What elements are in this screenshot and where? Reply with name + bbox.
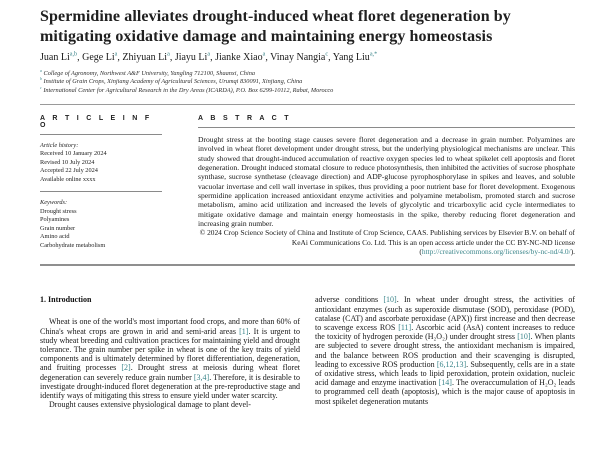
author-name: Juan Li — [40, 52, 70, 63]
license-link[interactable]: http://creativecommons.org/licenses/by-nc-nd/4.0/ — [421, 247, 571, 257]
author-name: Zhiyuan Li — [122, 52, 168, 63]
keyword: Polyamines — [40, 216, 70, 224]
citation-link[interactable]: [14] — [438, 378, 452, 388]
author-affiliation-link[interactable]: a,* — [369, 50, 378, 58]
keyword: Carbohydrate metabolism — [40, 241, 106, 249]
article-info-abstract-block — [40, 105, 575, 256]
info-divider — [40, 191, 162, 192]
history-revised: Revised 10 July 2024 — [40, 158, 95, 166]
keywords-label: Keywords: — [40, 199, 68, 207]
author-list — [40, 52, 575, 63]
intro-paragraph-1: Wheat is one of the world's most important food crops, and more than 60% of China's wheat crops are grown in arid and semi-arid areas [1]. It is urgent to study wheat breeding and cultivation practices for maintaining yield and drought tolerance. The grain number per spike in wheat is one of the key traits of yield components and is ultimately determined by floret differentiation, degeneration, and fruiting processes [2]. Drought stress at meiosis during wheat floret degeneration can severely reduce grain number [3,4]. Therefore, it is desirable to investigate drought-induced floret degeneration at the pre-reproductive stage and identify ways of mitigating this stress to ensure yield under water scarcity. — [40, 317, 301, 400]
copyright-close: ). — [570, 247, 575, 257]
author — [270, 52, 333, 63]
section-heading-introduction: 1. Introduction — [40, 295, 92, 305]
history-online: Available online xxxx — [40, 175, 96, 183]
author-name: Gege Li — [82, 52, 115, 63]
article-info-heading: A R T I C L E I N F O — [40, 115, 162, 135]
intro-paragraph-2: Drought causes extensive physiological damage to plant devel- — [49, 400, 251, 410]
affiliation-text: College of Agronomy, Northwest A&F University, Yangling 712100, Shaanxi, China — [43, 70, 256, 77]
article-info-column — [40, 115, 162, 256]
author-affiliation-link[interactable]: a — [262, 50, 266, 58]
author — [82, 52, 122, 63]
citation-link[interactable]: [2] — [121, 363, 131, 373]
citation-link[interactable]: [11] — [398, 322, 412, 332]
history-accepted: Accepted 22 July 2024 — [40, 167, 98, 175]
affiliation — [40, 87, 575, 95]
citation-link[interactable]: [6,12,13] — [436, 359, 467, 369]
author-name: Yang Liu — [332, 52, 370, 63]
citation-link[interactable]: [10] — [383, 295, 397, 305]
author-affiliation-link[interactable]: a — [114, 50, 118, 58]
author — [215, 52, 270, 63]
affiliation-list — [40, 70, 575, 95]
author — [122, 52, 174, 63]
citation-link[interactable]: [10] — [517, 332, 531, 342]
history-received: Received 10 January 2024 — [40, 150, 107, 158]
copyright-text: © 2024 Crop Science Society of China and Institute of Crop Science, CAAS. Publishing services by Elsevier B.V. on behalf of KeAi Communications Co. Ltd. This is an open access article under the CC BY-NC-ND license ( — [199, 228, 575, 257]
affiliation-marker: b — [40, 77, 42, 82]
paper-title: Spermidine alleviates drought-induced wheat floret degeneration by mitigating oxidative damage and maintaining energy homeostasis — [40, 8, 511, 45]
author — [333, 52, 377, 63]
author-affiliation-link[interactable]: c — [325, 50, 329, 58]
affiliation — [40, 78, 575, 86]
intro-paragraph-continued: adverse conditions [10]. In wheat under drought stress, the activities of antioxidant enzymes (such as superoxide dismutase (SOD), peroxidase (POD), catalase (CAT) and ascorbate peroxidase (APX)) first increase and then decrease to scavenge excess ROS [11]. Ascorbic acid (AsA) content increases to reduce the toxicity of hydrogen peroxide (H₂O₂) under drought stress [10]. When plants are subjected to severe drought stress, the antioxidant mechanism is impaired, and the balance between ROS production and their scavenging is disrupted, leading to excessive ROS production [6,12,13]. Subsequently, cells are in a state of oxidative stress, which leads to lipid peroxidation, protein oxidation, nucleic acid damage and enzyme inactivation [14]. The overaccumulation of H₂O₂ leads to programmed cell death (apoptosis), which is the major cause of apoptosis in most spikelet degeneration mutants — [315, 295, 575, 406]
keyword: Grain number — [40, 224, 76, 232]
article-history-label: Article history: — [40, 141, 79, 149]
body-column-right — [315, 295, 575, 409]
affiliation-text: International Center for Agricultural Research in the Dry Areas (ICARDA), P.O. Box 6299-10112, Rabat, Morocco — [43, 86, 334, 94]
abstract-bottom-divider — [40, 264, 575, 266]
abstract-heading: A B S T R A C T — [198, 115, 575, 128]
article-body — [40, 295, 575, 409]
body-column-left — [40, 295, 300, 409]
affiliation-marker: c — [40, 85, 42, 90]
affiliation-marker: a — [40, 68, 42, 73]
citation-link[interactable]: [1] — [239, 326, 249, 336]
author-affiliation-link[interactable]: a — [207, 50, 211, 58]
author-affiliation-link[interactable]: a — [167, 50, 170, 58]
abstract-text: Drought stress at the booting stage causes severe floret degeneration and a decrease in grain number. Polyamines are involved in wheat floret development under drought stress, but the underlying physiological mechanisms are unclear. This study showed that drought-induced accumulation of reactive oxygen species led to wheat spikelet cell apoptosis and floret degeneration. Drought induced stomatal closure to reduce photosynthesis, then inhibited the activities of sucrose phosphate synthase, sucrose synthetase (cleavage direction) and ADP-glucose pyrophosphorylase in spikes and leaves, and soluble vacuolar invertase and cell wall invertase in spikes, thus providing a poor nutrient base for floret development. Exogenous spermidine application increased antioxidant enzyme activities and polyamine metabolism, promoted starch and sucrose metabolism, amino acid utilization and increased the levels of glycolytic and tricarboxylic acid cycle intermediates to mitigate oxidative damage and maintain energy homeostasis in the spike, thereby reducing floret degeneration and increasing grain number. — [198, 134, 575, 228]
author-affiliation-link[interactable]: a,b — [69, 50, 78, 58]
author — [175, 52, 215, 63]
author-name: Jianke Xiao — [215, 52, 263, 63]
citation-link[interactable]: [3,4] — [193, 372, 210, 382]
keyword: Amino acid — [40, 233, 70, 241]
author — [40, 52, 82, 63]
author-name: Vinay Nangia — [270, 52, 326, 63]
abstract-column — [198, 115, 575, 256]
affiliation-text: Institute of Grain Crops, Xinjiang Academy of Agricultural Sciences, Urumqi 830091, Xinjiang, China — [43, 78, 303, 86]
keyword: Drought stress — [40, 207, 77, 215]
copyright-notice — [198, 228, 575, 256]
author-name: Jiayu Li — [174, 52, 208, 63]
